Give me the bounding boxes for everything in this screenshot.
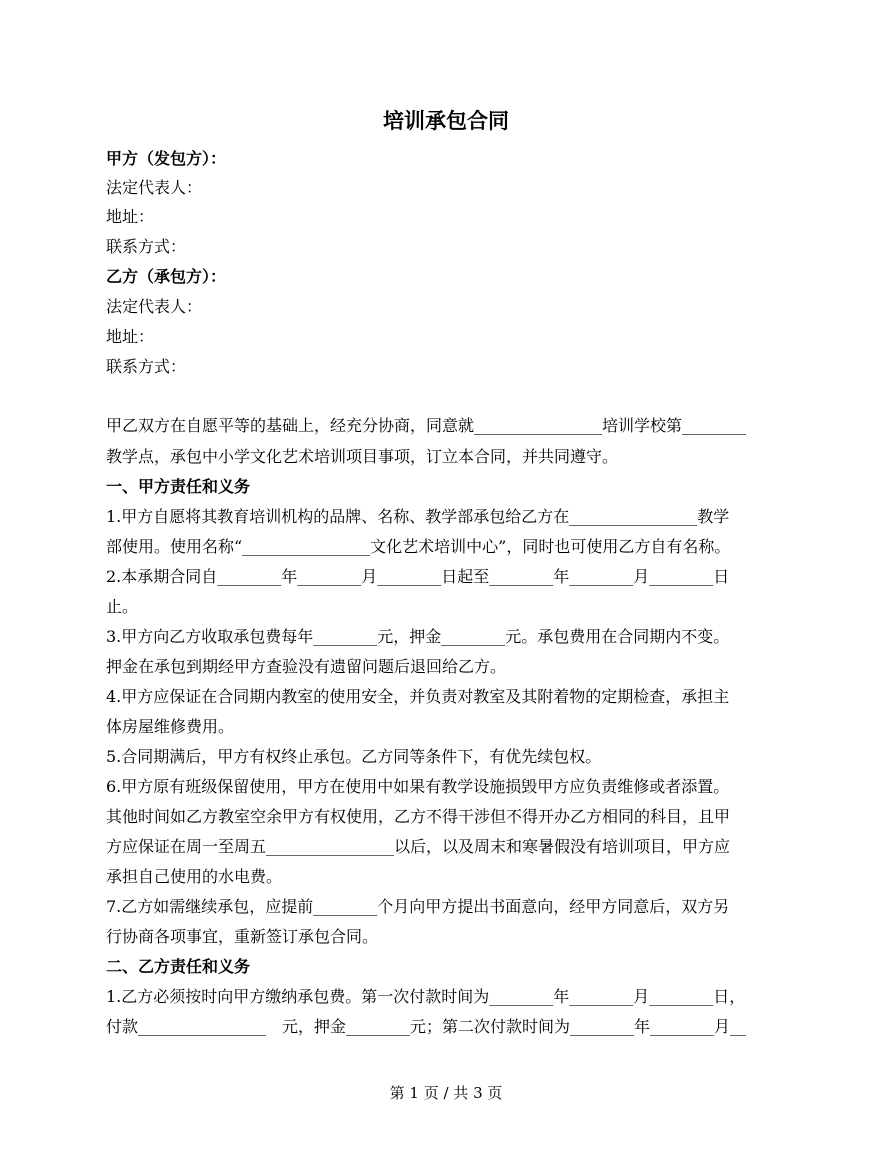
page-footer: 第 1 页 / 共 3 页 <box>389 1084 503 1102</box>
section-1-line: 承担自己使用的水电费。 <box>106 867 283 886</box>
party-a-address: 地址： <box>106 207 155 226</box>
section-1-line: 止。 <box>106 597 139 616</box>
party-a-heading: 甲方（发包方）： <box>106 149 227 168</box>
section-2-line: 付款________________ 元，押金________元；第二次付款时间为________年________月__ <box>106 1017 747 1036</box>
party-b-heading: 乙方（承包方）： <box>106 267 227 286</box>
section-1-line: 2.本承期合同自________年________月________日起至________年________月________日 <box>106 567 730 586</box>
document-title: 培训承包合同 <box>383 108 509 133</box>
intro-line: 教学点，承包中小学文化艺术培训项目事项，订立本合同，并共同遵守。 <box>106 447 619 466</box>
party-a-contact: 联系方式： <box>106 237 187 256</box>
section-1-line: 方应保证在周一至周五________________以后，以及周末和寒暑假没有培训项目，甲方应 <box>106 837 731 856</box>
intro-line: 甲乙双方在自愿平等的基础上，经充分协商，同意就________________培训学校第________ <box>106 416 747 435</box>
section-1-line: 6.甲方原有班级保留使用，甲方在使用中如果有教学设施损毁甲方应负责维修或者添置。 <box>106 777 730 796</box>
section-1-line: 其他时间如乙方教室空余甲方有权使用，乙方不得干涉但不得开办乙方相同的科目，且甲 <box>106 807 731 826</box>
section-1-line: 4.甲方应保证在合同期内教室的使用安全，并负责对教室及其附着物的定期检查，承担主 <box>106 687 730 706</box>
section-1-heading: 一、甲方责任和义务 <box>106 477 251 496</box>
section-1-line: 部使用。使用名称“________________文化艺术培训中心”，同时也可使用乙方自有名称。 <box>106 537 731 556</box>
party-b-address: 地址： <box>106 327 155 346</box>
party-b-contact: 联系方式： <box>106 357 187 376</box>
section-1-line: 5.合同期满后，甲方有权终止承包。乙方同等条件下，有优先续包权。 <box>106 747 602 766</box>
section-1-line: 3.甲方向乙方收取承包费每年________元，押金________元。承包费用在合同期内不变。 <box>106 627 730 646</box>
section-2-heading: 二、乙方责任和义务 <box>106 957 251 976</box>
section-2-line: 1.乙方必须按时向甲方缴纳承包费。第一次付款时间为________年________月________日， <box>106 987 746 1006</box>
party-a-representative: 法定代表人： <box>106 178 203 197</box>
party-b-representative: 法定代表人： <box>106 297 203 316</box>
section-1-line: 押金在承包到期经甲方查验没有遗留问题后退回给乙方。 <box>106 657 507 676</box>
section-1-line: 7.乙方如需继续承包，应提前________个月向甲方提出书面意向，经甲方同意后，双方另 <box>106 897 730 916</box>
section-1-line: 体房屋维修费用。 <box>106 717 235 736</box>
section-1-line: 1.甲方自愿将其教育培训机构的品牌、名称、教学部承包给乙方在________________教学 <box>106 507 730 526</box>
section-1-line: 行协商各项事宜，重新签订承包合同。 <box>106 927 379 946</box>
